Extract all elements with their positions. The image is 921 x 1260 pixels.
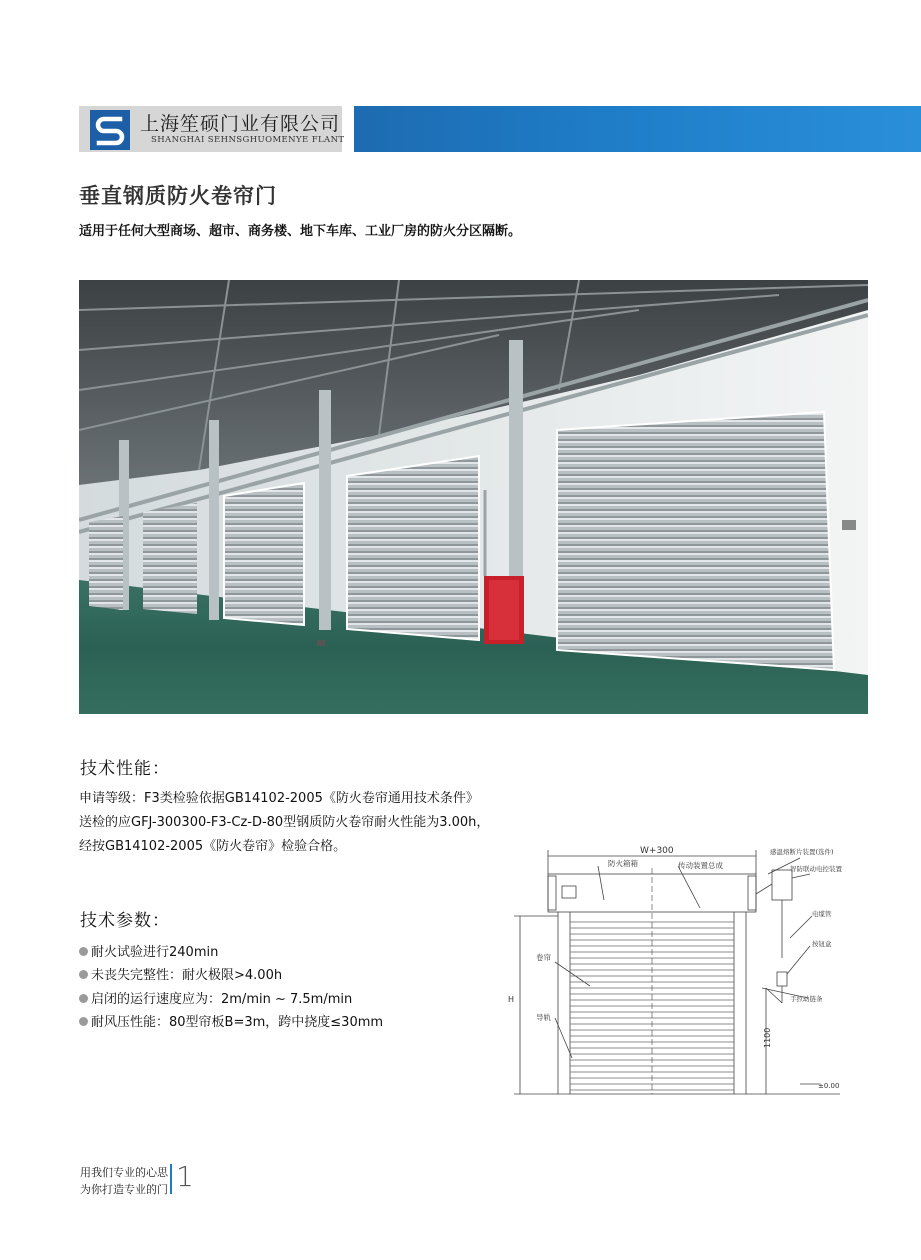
page-number: 1 [176,1160,194,1193]
right-label-2: 智防联动电控装置 [790,865,842,873]
page-subtitle: 适用于任何大型商场、超市、商务楼、地下车库、工业厂房的防火分区隔断。 [79,224,522,239]
right-label-4: 按钮盒 [812,940,832,948]
bullet-icon [79,1017,88,1026]
box-label: 防火箱箱 [608,859,638,868]
drive-label: 传动装置总成 [678,861,723,870]
page-title: 垂直钢质防火卷帘门 [79,184,277,208]
product-photo [79,280,868,714]
footer-divider [170,1164,172,1194]
parameter-item [79,941,218,960]
s-logo-icon [90,110,130,150]
parameters-heading: 技术参数： [80,911,170,931]
parameter-item [79,1011,383,1030]
footer-slogan: 为你打造专业的门 [80,1183,168,1196]
footer-slogan: 用我们专业的心思 [80,1166,168,1179]
technical-drawing [500,838,870,1103]
parameter-item [79,964,282,983]
parameter-item [79,988,352,1007]
left-label-2: 导轨 [536,1013,551,1022]
parameter-text: 启闭的运行速度应为：2m/min ~ 7.5m/min [91,992,353,1007]
performance-line: 申请等级：F3类检验依据GB14102-2005《防火卷帘通用技术条件》 [79,791,479,806]
parameter-text: 耐风压性能：80型帘板B=3m，跨中挠度≤30mm [91,1015,384,1030]
bullet-icon [79,970,88,979]
bullet-icon [79,947,88,956]
parameter-text: 耐火试验进行240min [91,945,219,960]
performance-line: 经按GB14102-2005《防火卷帘》检验合格。 [79,839,347,854]
top-right-label: 感温熔断片装置(选件) [770,848,834,856]
header-band [354,106,921,152]
bullet-icon [79,994,88,1003]
company-name-cn: 上海笙硕门业有限公司 [140,113,341,135]
right-label-3: 电缆管 [812,910,832,918]
h-label: H [508,995,515,1004]
height-label: 1100 [763,1027,772,1048]
performance-heading: 技术性能： [80,759,170,779]
left-label-1: 卷帘 [536,953,551,962]
floor-label: ±0.00 [818,1082,840,1090]
width-label: W+300 [640,846,674,856]
right-label-5: 手拉动链条 [790,995,823,1003]
performance-line: 送检的应GFJ-300300-F3-Cz-D-80型钢质防火卷帘耐火性能为3.00h， [79,815,490,830]
parameter-text: 未丧失完整性：耐火极限>4.00h [91,968,283,983]
company-name-en: SHANGHAI SEHNSGHUOMENYE FLANT [151,135,345,145]
